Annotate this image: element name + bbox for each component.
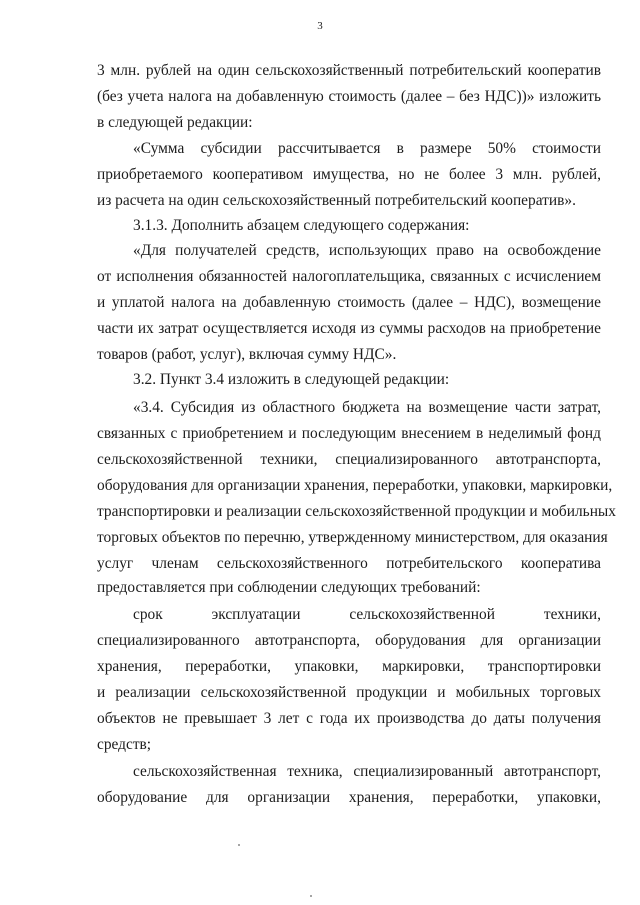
- text-line: товаров (работ, услуг), включая сумму НДС».: [97, 346, 397, 363]
- text-line: 3 млн. рублей на один сельскохозяйственный потребительский кооператив: [97, 62, 601, 79]
- text-line: транспортировки и реализации сельскохозяйственной продукции и мобильных: [97, 503, 616, 520]
- text-line: в следующей редакции:: [97, 114, 253, 131]
- text-line: из расчета на один сельскохозяйственный потребительский кооператив».: [97, 192, 576, 209]
- text-line: сельскохозяйственная техника, специализированный автотранспорт,: [133, 763, 601, 780]
- text-line: предоставляется при соблюдении следующих требований:: [97, 579, 481, 596]
- text-line: «Для получателей средств, использующих право на освобождение: [133, 242, 601, 259]
- text-line: услуг членам сельскохозяйственного потребительского кооператива: [97, 555, 601, 572]
- text-line: части их затрат осуществляется исходя из суммы расходов на приобретение: [97, 320, 601, 337]
- text-line: сельскохозяйственной техники, специализированного автотранспорта,: [97, 451, 601, 468]
- text-line: срок эксплуатации сельскохозяйственной техники,: [133, 606, 601, 623]
- text-line: средств;: [97, 736, 152, 753]
- text-line: 3.1.3. Дополнить абзацем следующего содержания:: [133, 217, 470, 234]
- text-line: хранения, переработки, упаковки, маркировки, транспортировки: [97, 658, 601, 675]
- text-line: объектов не превышает 3 лет с года их производства до даты получения: [97, 710, 601, 727]
- text-line: «Сумма субсидии рассчитывается в размере 50% стоимости: [133, 140, 601, 157]
- text-line: от исполнения обязанностей налогоплательщика, связанных с исчислением: [97, 268, 601, 285]
- scan-speck: [238, 844, 240, 846]
- scan-speck: [310, 895, 312, 897]
- text-line: и реализации сельскохозяйственной продукции и мобильных торговых: [97, 684, 601, 701]
- text-line: оборудования для организации хранения, переработки, упаковки, маркировки,: [97, 477, 613, 494]
- text-line: (без учета налога на добавленную стоимость (далее – без НДС))» изложить: [97, 88, 601, 105]
- text-line: «3.4. Субсидия из областного бюджета на возмещение части затрат,: [133, 399, 601, 416]
- text-line: связанных с приобретением и последующим внесением в неделимый фонд: [97, 425, 601, 442]
- text-line: приобретаемого кооперативом имущества, но не более 3 млн. рублей,: [97, 166, 601, 183]
- text-line: торговых объектов по перечню, утвержденному министерством, для оказания: [97, 529, 608, 546]
- text-line: специализированного автотранспорта, оборудования для организации: [97, 632, 601, 649]
- text-line: 3.2. Пункт 3.4 изложить в следующей редакции:: [133, 371, 450, 388]
- text-line: оборудование для организации хранения, переработки, упаковки,: [97, 789, 601, 806]
- text-line: и уплатой налога на добавленную стоимость (далее – НДС), возмещение: [97, 294, 601, 311]
- page-number: 3: [317, 20, 323, 32]
